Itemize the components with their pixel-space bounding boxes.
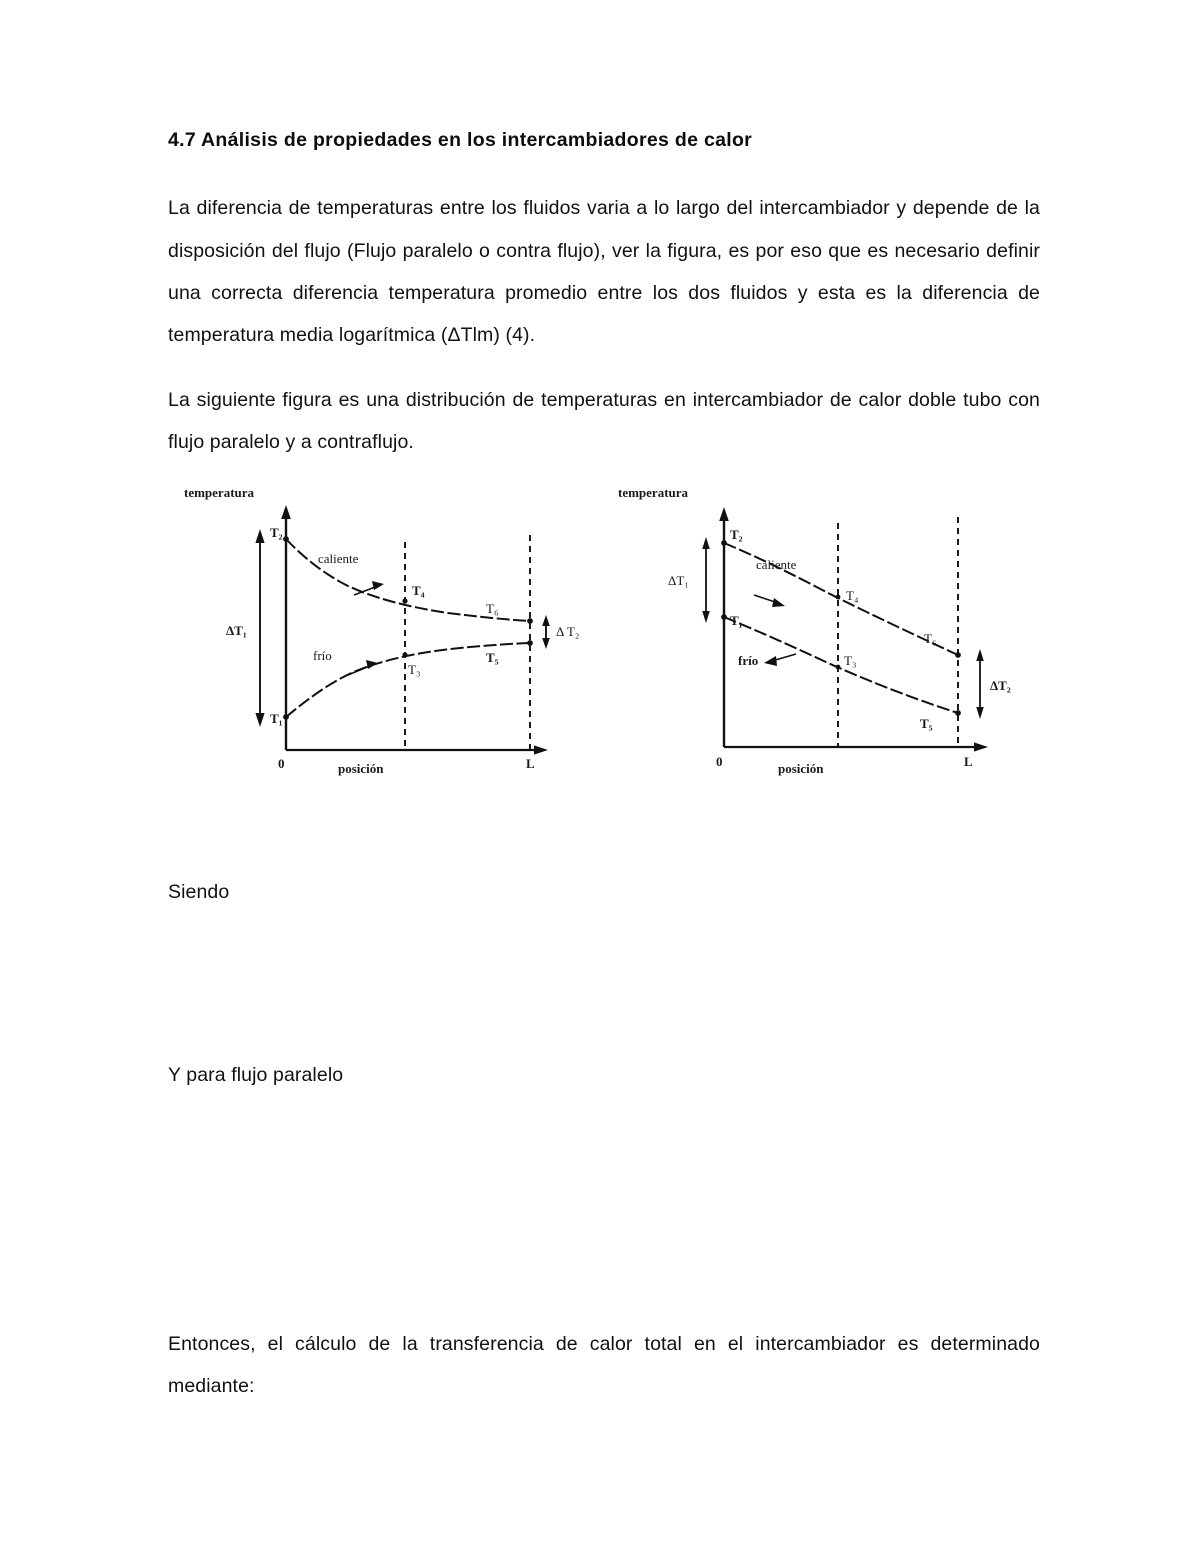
cold-stream-curve <box>724 617 958 713</box>
x-axis-label: posición <box>778 761 824 777</box>
cold-flow-arrow <box>764 654 796 666</box>
cold-outlet-label: T₅ <box>920 716 933 732</box>
hot-mid-label: T₄ <box>846 588 859 604</box>
delta-t2-label: ΔT₂ <box>990 678 1011 694</box>
cold-inlet-point <box>721 614 727 620</box>
paragraph-figure-intro: La siguiente figura es una distribución de temperaturas en intercambiador de calor doble tubo con flujo paralelo y a contraflujo. <box>168 388 1040 453</box>
cold-outlet-point <box>955 710 961 716</box>
cold-outlet-point <box>527 640 533 646</box>
delta-t2-arrow <box>976 649 984 719</box>
hot-mid-point <box>402 599 407 604</box>
hot-mid-label: T₄ <box>412 583 425 599</box>
cold-mid-label: T₃ <box>844 653 857 669</box>
delta-t1-arrow <box>255 529 264 727</box>
hot-outlet-label: T₆ <box>486 601 499 617</box>
hot-inlet-point <box>283 536 289 542</box>
y-axis-arrowhead <box>719 507 729 521</box>
delta-t1-label: ΔT₁ <box>668 573 689 589</box>
y-axis-label: temperatura <box>618 485 689 501</box>
chart-parallel-flow <box>184 485 579 776</box>
cold-stream-label: frío <box>313 648 332 664</box>
delta-t2-label: Δ T₂ <box>556 624 580 640</box>
hot-inlet-label: T₂ <box>730 527 743 543</box>
x-axis-label: posición <box>338 761 384 777</box>
label-siendo: Siendo <box>168 881 230 904</box>
paragraph-intro: La diferencia de temperaturas entre los fluidos varia a lo largo del intercambiador y depende de la disposición del flujo (Flujo paralelo o contra flujo), ver la figura, es por eso que es necesario definir una correcta diferencia temperatura promedio entre los dos fluidos y esta es la diferencia de temperatura media logarítmica (ΔTlm) (4). <box>168 197 1040 347</box>
page-title: 4.7 Análisis de propiedades en los intercambiadores de calor <box>168 129 753 151</box>
figure-bottom-spacer <box>168 815 1040 871</box>
x-tick-0: 0 <box>716 754 723 770</box>
cold-inlet-point <box>283 714 289 720</box>
cold-outlet-label: T₅ <box>486 650 499 666</box>
hot-outlet-label: T₆ <box>924 631 937 647</box>
hot-stream-label: caliente <box>318 551 359 567</box>
hot-inlet-point <box>721 540 727 546</box>
hot-flow-arrow <box>754 595 785 607</box>
y-axis-label: temperatura <box>184 485 255 501</box>
hot-mid-point <box>836 595 841 600</box>
cold-mid-point <box>836 665 841 670</box>
delta-t1-label: ΔT₁ <box>226 623 247 639</box>
hot-flow-arrow <box>354 581 384 595</box>
cold-inlet-label: T₁ <box>730 613 743 629</box>
label-flujo-paralelo: Y para flujo paralelo <box>168 1063 344 1086</box>
hot-outlet-point <box>527 618 533 624</box>
cold-inlet-label: T₁ <box>270 711 283 727</box>
document-content <box>168 128 1040 1429</box>
chart-counterflow <box>618 485 1011 776</box>
delta-t1-arrow <box>702 537 710 623</box>
x-axis-arrowhead <box>534 746 548 755</box>
cold-stream-label: frío <box>738 653 759 669</box>
hot-inlet-label: T₂ <box>270 525 283 541</box>
cold-mid-point <box>402 653 407 658</box>
y-axis-arrowhead <box>281 505 291 519</box>
delta-t2-arrow <box>542 615 550 649</box>
x-tick-L: L <box>964 754 973 770</box>
formula-placeholder-1 <box>168 936 1040 1054</box>
formula-placeholder-2 <box>168 1118 1040 1323</box>
hot-outlet-point <box>955 652 961 658</box>
paragraph-conclusion: Entonces, el cálculo de la transferencia de calor total en el intercambiador es determinado mediante: <box>168 1332 1040 1398</box>
figure-svg <box>168 485 1040 815</box>
hot-stream-label: caliente <box>756 557 797 573</box>
x-axis-arrowhead <box>974 743 988 752</box>
x-tick-0: 0 <box>278 756 285 772</box>
x-tick-L: L <box>526 756 535 772</box>
temperature-distribution-figure <box>168 485 1040 815</box>
cold-mid-label: T₃ <box>408 662 421 678</box>
